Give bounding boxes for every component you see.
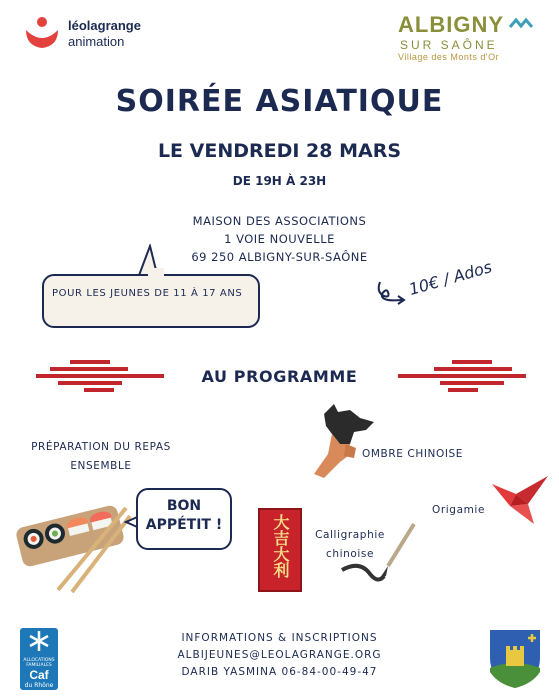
leolagrange-wordmark [68,18,141,50]
price-label: 10€ / Ados [406,257,495,299]
wave-icon [508,17,534,33]
leolagrange-line1: léolagrange [68,18,141,33]
address-line3: 69 250 ALBIGNY-SUR-SAÔNE [191,250,368,264]
activity-shadow-label: OMBRE CHINOISE [362,448,464,460]
albigny-sub: SUR SAÔNE [400,38,498,52]
audience-text: POUR LES JEUNES DE 11 À 17 ANS [52,288,243,299]
address-line2: 1 VOIE NOUVELLE [224,232,335,246]
origami-crane-icon [490,474,550,530]
activity-origami-label: Origamie [432,504,486,516]
sushi-illustration-icon [14,490,134,598]
calligraphy-glyphs: 大吉大利 [271,514,290,578]
contact-line1: INFORMATIONS & INSCRIPTIONS [181,632,378,644]
brush-icon [340,520,420,590]
albigny-logo [398,12,534,62]
leolagrange-logo [22,16,62,54]
contact-email[interactable]: ALBIJEUNES@LEOLAGRANGE.ORG [177,649,382,661]
program-heading: AU PROGRAMME [201,367,358,386]
activity-meal-label: PRÉPARATION DU REPAS ENSEMBLE [31,441,171,472]
shadow-hand-icon [310,404,380,484]
calligraphy-scroll [258,508,302,592]
event-title: SOIRÉE ASIATIQUE [115,84,444,119]
cloud-decoration-right-icon [398,360,526,396]
bon-appetit-bubble [136,488,232,550]
caf-line2: Caf [29,668,49,682]
event-address [0,212,559,266]
bubble-joint [148,268,164,276]
leolagrange-line2: animation [68,34,125,49]
albigny-tagline: Village des Monts d'Or [398,52,500,62]
audience-bubble [42,274,260,328]
activity-calligraphy-label: Calligraphie chinoise [315,529,385,560]
address-line1: MAISON DES ASSOCIATIONS [192,214,367,228]
contact-info [0,630,559,681]
albigny-name: ALBIGNY [398,12,504,37]
albigny-coat-of-arms-icon [488,628,542,694]
caf-line1: ALLOCATIONS FAMILIALES [23,658,55,668]
bon-appetit-text: BON APPÉTIT ! [145,498,223,533]
event-date: LE VENDREDI 28 MARS [157,140,402,162]
contact-phone: DARIB YASMINA 06-84-00-49-47 [181,666,378,678]
caf-line3: du Rhône [24,682,54,689]
event-hours: DE 19H À 23H [232,174,327,188]
